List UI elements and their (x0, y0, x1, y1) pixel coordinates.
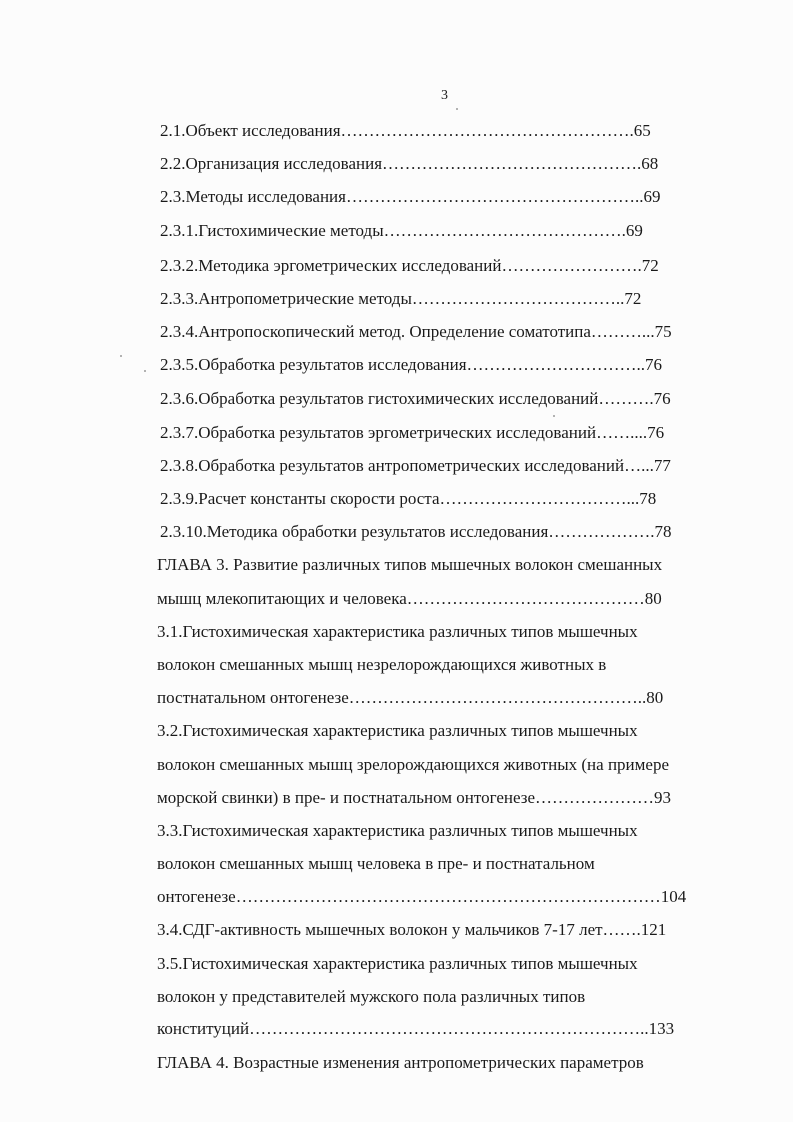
toc-chapter: мышц млекопитающих и человека……………………………………80 (157, 589, 662, 608)
toc-entry: 2.3.9.Расчет константы скорости роста……………………………...78 (160, 489, 657, 508)
toc-entry: 2.3.7.Обработка результатов эргометрических исследований……....76 (160, 423, 665, 442)
page-number: 3 (441, 88, 448, 103)
toc-entry: онтогенезе…………………………………………………………………104 (157, 887, 687, 906)
toc-entry: волокон смешанных мышц человека в пре- и постнатальном (157, 854, 595, 873)
scan-speck (144, 370, 146, 372)
scan-speck (456, 108, 458, 110)
toc-entry: 3.3.Гистохимическая характеристика различных типов мышечных (157, 821, 638, 840)
toc-entry: волокон у представителей мужского пола различных типов (157, 987, 586, 1006)
toc-entry: волокон смешанных мышц незрелорождающихся животных в (157, 655, 607, 674)
scan-speck (120, 355, 122, 357)
toc-entry: волокон смешанных мышц зрелорождающихся животных (на примере (157, 755, 669, 774)
toc-chapter: ГЛАВА 3. Развитие различных типов мышечных волокон смешанных (157, 555, 663, 574)
toc-entry: 2.3.3.Антропометрические методы………………………………..72 (160, 289, 642, 308)
toc-entry: морской свинки) в пре- и постнатальном онтогенезе…………………93 (157, 788, 672, 807)
toc-entry: 2.3.4.Антропоскопический метод. Определение соматотипа………...75 (160, 322, 672, 341)
toc-entry: 2.1.Объект исследования…………………………………………….65 (160, 121, 651, 140)
toc-entry: 3.2.Гистохимическая характеристика различных типов мышечных (157, 721, 638, 740)
toc-chapter: ГЛАВА 4. Возрастные изменения антропометрических параметров (157, 1053, 644, 1072)
toc-entry: 2.3.2.Методика эргометрических исследований…………………….72 (160, 256, 659, 275)
toc-entry: 2.3.Методы исследования……………………………………………..69 (160, 187, 661, 206)
toc-entry: 3.1.Гистохимическая характеристика различных типов мышечных (157, 622, 638, 641)
toc-entry: 2.3.5.Обработка результатов исследования…………………………..76 (160, 355, 663, 374)
toc-entry: постнатальном онтогенезе……………………………………………..80 (157, 688, 664, 707)
toc-entry: 3.5.Гистохимическая характеристика различных типов мышечных (157, 954, 638, 973)
toc-entry: 3.4.СДГ-активность мышечных волокон у мальчиков 7-17 лет…….121 (157, 920, 667, 939)
toc-entry: 2.3.6.Обработка результатов гистохимических исследований……….76 (160, 389, 671, 408)
toc-entry: конституций……………………………………………………………..133 (157, 1019, 675, 1038)
toc-entry: 2.3.8.Обработка результатов антропометрических исследований…...77 (160, 456, 671, 475)
toc-entry: 2.2.Организация исследования……………………………………….68 (160, 154, 659, 173)
toc-entry: 2.3.10.Методика обработки результатов исследования……………….78 (160, 522, 672, 541)
scan-speck (553, 415, 555, 417)
toc-entry: 2.3.1.Гистохимические методы…………………………………….69 (160, 221, 643, 240)
